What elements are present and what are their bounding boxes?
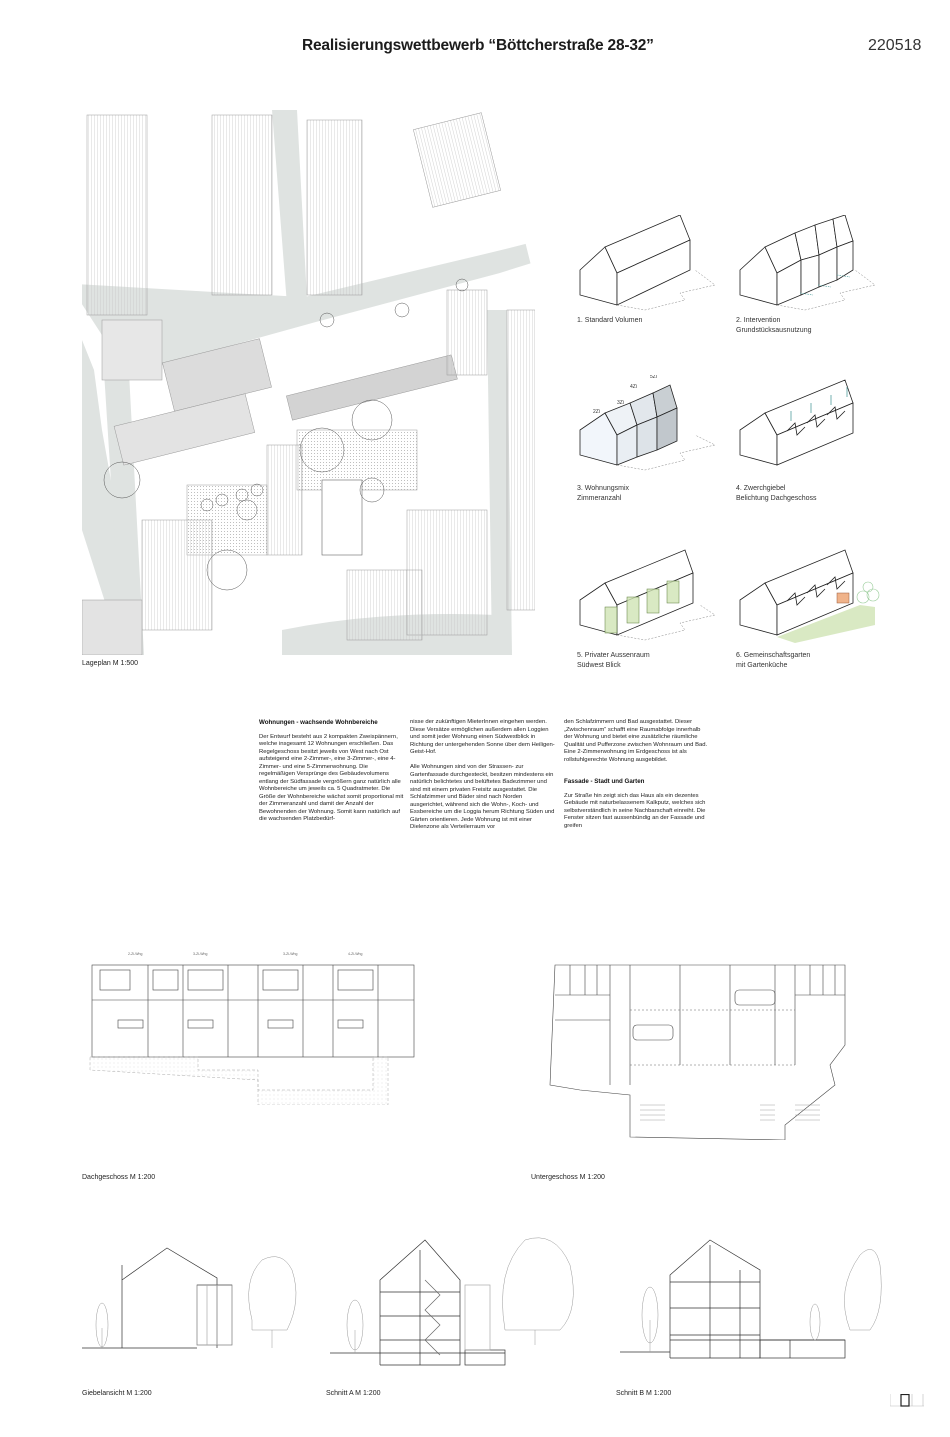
diagram-6-caption: 6. Gemeinschaftsgarten mit Gartenküche xyxy=(736,652,811,669)
project-number: 220518 xyxy=(868,37,922,54)
section-b-caption: Schnitt B M 1:200 xyxy=(616,1390,672,1397)
paragraph: Alle Wohnungen sind von der Strassen- zur Gartenfassade durchgesteckt, besitzen mindestens ein natürlich belichtetes und belüftetes Badezimmer und sind mit einem privaten Freisitz ausgestattet. Die Schlafzimmer und Bäder sind nach Norden ausgerichtet, während sich die Wohn-, Koch- und Essbereiche um die Loggia herum Richtung Süden und Gärten orientieren. Jede Wohnung ist mit einer Dielenzone als Verteilerraum vor xyxy=(410,764,555,830)
paragraph: Der Entwurf besteht aus 2 kompakten Zweispännern, welche insgesamt 12 Wohnungen erschließen. Das Regelgeschoss besitzt jeweils von West nach Ost aufsteigend eine 2-Zimmer-, eine 3-Zimmer-, eine 4-Zimmer- und eine 5-Zimmerwohnung. Die regelmäßigen Versprünge des Gebäudevolumens entlang der Südfassade vergrößern ganz natürlich alle Wohnbereiche um jeweils ca. 5 Quadratmeter. Die Größe der Wohnbereiche wächst somit proportional mit der Zimmeranzahl und damit der Anzahl der Bewohnenden der Wohnung. Somit kann natürlich auf die wachsenden Platzbedürf- xyxy=(259,733,404,822)
gable-elevation xyxy=(82,1220,302,1370)
house-loggia-icon xyxy=(575,545,725,645)
diagram-intervention xyxy=(735,215,885,315)
diagram-standard-volume xyxy=(575,215,725,315)
section-a-caption: Schnitt A M 1:200 xyxy=(326,1390,381,1397)
sheet-position-indicator xyxy=(890,1394,924,1407)
label-3zi: 3Zi xyxy=(617,400,624,406)
svg-text:2-Zi-Whg: 2-Zi-Whg xyxy=(128,952,143,956)
basement-plan-caption: Untergeschoss M 1:200 xyxy=(531,1174,605,1181)
house-staggered-icon xyxy=(735,215,885,315)
section-b xyxy=(610,1230,910,1380)
heading-facade: Fassade - Stadt und Garten xyxy=(564,778,645,785)
diagram-1-caption: 1. Standard Volumen xyxy=(577,317,643,324)
attic-floor-plan xyxy=(88,945,418,1105)
section-a-drawing xyxy=(330,1220,580,1380)
page-title: Realisierungswettbewerb “Böttcherstraße 28-32” xyxy=(302,37,654,54)
gable-elevation-caption: Giebelansicht M 1:200 xyxy=(82,1390,152,1397)
svg-text:3-Zi-Whg: 3-Zi-Whg xyxy=(193,952,208,956)
house-mix-icon xyxy=(575,375,725,475)
label-5zi: 5Zi xyxy=(650,375,657,380)
attic-plan-drawing xyxy=(88,945,418,1105)
label-2zi: 2Zi xyxy=(593,409,600,415)
text-column-1 xyxy=(259,719,404,831)
gable-elevation-drawing xyxy=(82,1220,302,1370)
diagram-dormer xyxy=(735,375,885,475)
text-column-2 xyxy=(410,719,555,839)
diagram-2-caption: 2. Intervention Grundstücksausnutzung xyxy=(736,317,812,334)
house-volume-icon xyxy=(575,215,725,315)
basement-plan-drawing xyxy=(545,945,865,1140)
attic-plan-caption: Dachgeschoss M 1:200 xyxy=(82,1174,156,1181)
paragraph: den Schlafzimmern und Bad ausgestattet. Dieser „Zwischenraum“ schafft eine Raumabfolge innerhalb der Wohnung und bietet eine zusätzliche räumliche Qualität und Pufferzone zwischen Wohnraum und Bad. Eine 2-Zimmerwohnung im Erdgeschoss ist als rollstuhlgerechte Wohnung ausgebildet. xyxy=(564,719,708,763)
label-4zi: 4Zi xyxy=(630,384,637,390)
diagram-private-outdoor xyxy=(575,545,725,645)
sheet-grid-icon xyxy=(890,1394,924,1407)
site-plan-drawing xyxy=(82,110,535,655)
site-plan-caption: Lageplan M 1:500 xyxy=(82,660,139,667)
svg-text:4-Zi-Whg: 4-Zi-Whg xyxy=(348,952,363,956)
house-dormer-icon xyxy=(735,375,885,475)
diagram-apartment-mix xyxy=(575,375,725,475)
heading-apartments: Wohnungen - wachsende Wohnbereiche xyxy=(259,719,378,726)
section-a xyxy=(330,1220,580,1380)
svg-text:3-Zi-Whg: 3-Zi-Whg xyxy=(283,952,298,956)
paragraph: Zur Straße hin zeigt sich das Haus als ein dezentes Gebäude mit naturbelassenem Kalkputz, welches sich selbstverständlich in seine Nachbarschaft einreiht. Die Fenster sitzen fast aussenbündig an der Fassade und greifen xyxy=(564,792,706,829)
diagram-3-caption: 3. Wohnungsmix Zimmeranzahl xyxy=(577,485,630,502)
diagram-4-caption: 4. Zwerchgiebel Belichtung Dachgeschoss xyxy=(736,485,817,502)
diagram-community-garden xyxy=(735,545,885,645)
diagram-5-caption: 5. Privater Aussenraum Südwest Blick xyxy=(577,652,650,669)
house-garden-icon xyxy=(735,545,885,645)
section-b-drawing xyxy=(610,1230,910,1380)
basement-floor-plan xyxy=(545,945,865,1140)
site-plan xyxy=(82,110,535,655)
text-column-3 xyxy=(564,719,709,838)
paragraph: nisse der zukünftigen MieterInnen eingehen werden. Diese Versätze ermöglichen außerdem allen Loggien und somit jeder Wohnung einen Südwestblick in Richtung der untergehenden Sonne über dem Heiligen-Geist-Hof. xyxy=(410,719,555,755)
